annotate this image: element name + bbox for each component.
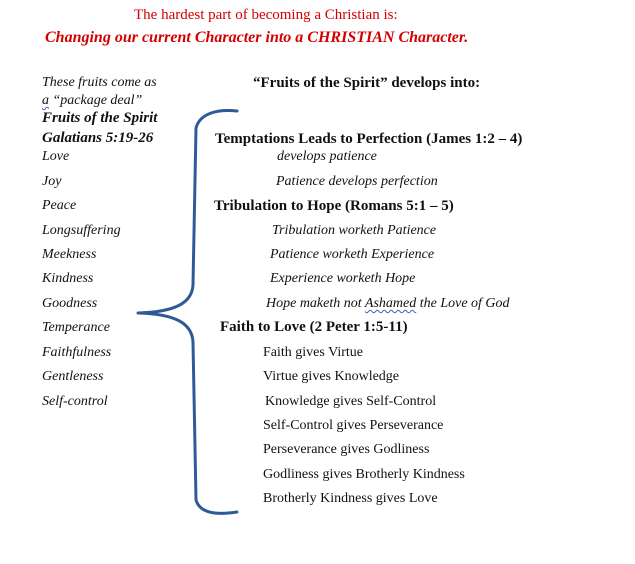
section-item: Faith gives Virtue — [263, 345, 364, 360]
section-item: Patience develops perfection — [276, 174, 438, 189]
fruit-item: Peace — [42, 198, 77, 213]
fruit-item: Longsuffering — [42, 223, 121, 238]
galatians-heading: Galatians 5:19-26 — [42, 130, 154, 146]
section-title-romans: Tribulation to Hope (Romans 5:1 – 5) — [214, 198, 454, 214]
section-title-james: Temptations Leads to Perfection (James 1:2 – 4) — [215, 131, 523, 147]
section-item: develops patience — [277, 149, 377, 164]
header-line-2: Changing our current Character into a CHRISTIAN Character. — [45, 29, 469, 46]
section-item: Knowledge gives Self-Control — [265, 394, 437, 409]
package-note-rest: “package deal” — [49, 93, 143, 108]
hope-pre: Hope maketh not — [266, 296, 365, 311]
package-note-line-1: These fruits come as — [42, 75, 157, 90]
section-item: Tribulation worketh Patience — [272, 223, 437, 238]
section-item: Virtue gives Knowledge — [263, 369, 400, 384]
right-heading: “Fruits of the Spirit” develops into: — [253, 75, 481, 91]
fruit-item: Meekness — [42, 247, 97, 262]
fruit-item: Kindness — [42, 271, 94, 286]
section-item: Godliness gives Brotherly Kindness — [263, 467, 465, 482]
section-item-hope — [266, 297, 510, 311]
section-title-peter: Faith to Love (2 Peter 1:5-11) — [220, 319, 408, 335]
header-line-1: The hardest part of becoming a Christian is: — [134, 7, 398, 23]
section-item: Experience worketh Hope — [270, 271, 416, 286]
fruit-item: Goodness — [42, 296, 98, 311]
fruit-item: Temperance — [42, 320, 110, 335]
fruits-heading: Fruits of the Spirit — [42, 110, 158, 126]
fruit-item: Self-control — [42, 394, 108, 409]
fruit-item: Faithfulness — [42, 345, 112, 360]
package-note-a: a — [42, 93, 49, 108]
fruit-item: Gentleness — [42, 369, 104, 384]
section-item: Patience worketh Experience — [270, 247, 435, 262]
section-item: Perseverance gives Godliness — [263, 442, 430, 457]
fruit-item: Love — [42, 149, 70, 164]
hope-post: the Love of God — [416, 296, 510, 311]
section-item: Self-Control gives Perseverance — [263, 418, 444, 433]
ashamed-word: Ashamed — [364, 296, 417, 311]
fruit-item: Joy — [42, 174, 62, 189]
section-item: Brotherly Kindness gives Love — [263, 491, 438, 506]
